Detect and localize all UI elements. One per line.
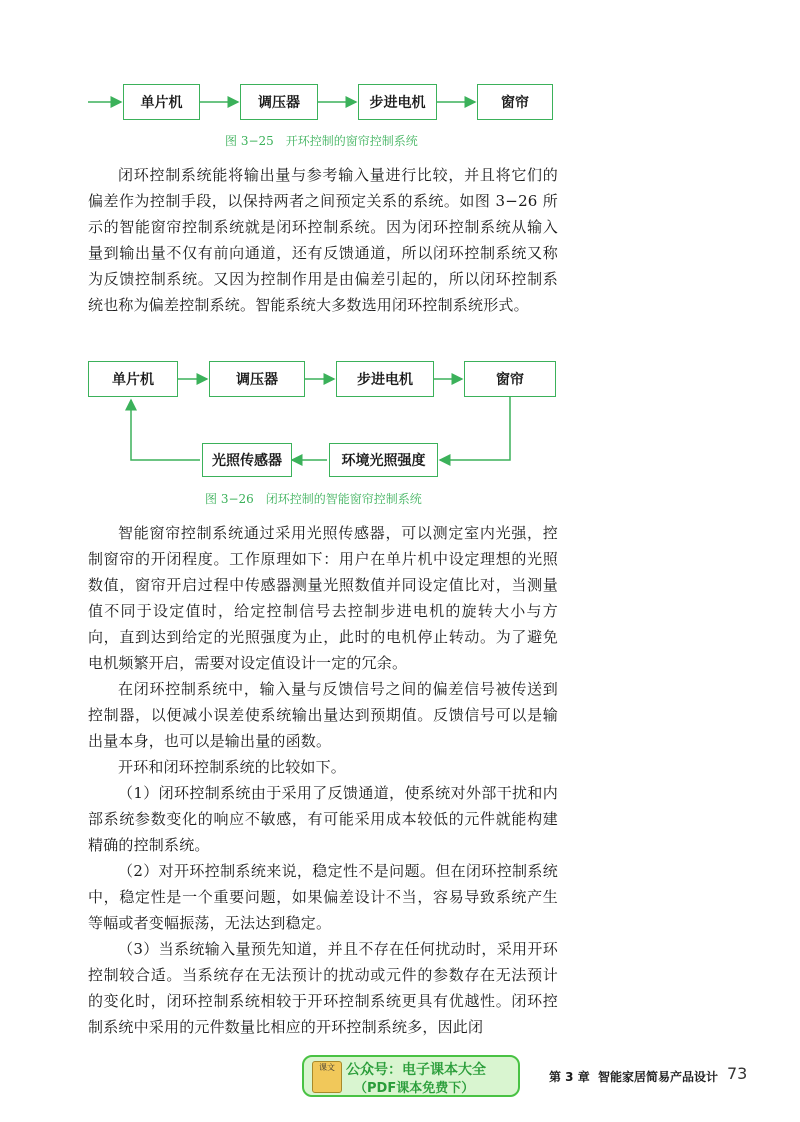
fig25-box-curtain: 窗帘 [477, 84, 553, 120]
fig26-feedback-arrow-1 [440, 397, 510, 460]
fig26-feedback-arrow-3 [131, 400, 200, 460]
fig25-box-mcu: 单片机 [123, 84, 200, 120]
fig26-box-ambient-light: 环境光照强度 [329, 443, 438, 477]
fig26-box-curtain: 窗帘 [464, 361, 556, 397]
fig26-box-light-sensor: 光照传感器 [202, 443, 292, 477]
paragraph-7: （3）当系统输入量预先知道，并且不存在任何扰动时，采用开环控制较合适。当系统存在无法预计的扰动或元件的参数存在无法预计的变化时，闭环控制系统相较于开环控制系统更具有优越性。闭环控制系统中采用的元件数量比相应的开环控制系统多，因此闭 [88, 940, 558, 1036]
page-number: 73 [727, 1064, 748, 1083]
paragraph-1: 闭环控制系统能将输出量与参考输入量进行比较，并且将它们的偏差作为控制手段，以保持两者之间预定关系的系统。如图 3−26 所示的智能窗帘控制系统就是闭环控制系统。因为闭环控制系统从输入量到输出量不仅有前向通道，还有反馈通道，所以闭环控制系统又称为反馈控制系统。又因为控制作用是由偏差引起的，所以闭环控制系统也称为偏差控制系统。智能系统大多数选用闭环控制系统形式。 [88, 166, 558, 314]
paragraph-5: （1）闭环控制系统由于采用了反馈通道，使系统对外部干扰和内部系统参数变化的响应不敏感，有可能采用成本较低的元件就能构建精确的控制系统。 [88, 784, 558, 854]
badge-line-1: 公众号：电子课本大全 [346, 1062, 486, 1078]
book-icon-label: 课文 [319, 1063, 335, 1072]
fig26-box-regulator: 调压器 [209, 361, 305, 397]
book-icon [312, 1061, 342, 1093]
fig26-caption: 图 3−26 闭环控制的智能窗帘控制系统 [205, 492, 422, 506]
promo-badge [302, 1055, 520, 1097]
fig26-box-mcu: 单片机 [88, 361, 178, 397]
fig26-box-stepper: 步进电机 [336, 361, 434, 397]
fig25-caption: 图 3−25 开环控制的窗帘控制系统 [225, 134, 418, 148]
paragraph-4: 开环和闭环控制系统的比较如下。 [118, 758, 347, 776]
paragraph-2: 智能窗帘控制系统通过采用光照传感器，可以测定室内光强，控制窗帘的开闭程度。工作原理如下：用户在单片机中设定理想的光照数值，窗帘开启过程中传感器测量光照数值并同设定值比对，当测量值不同于设定值时，给定控制信号去控制步进电机的旋转大小与方向，直到达到给定的光照强度为止，此时的电机停止转动。为了避免电机频繁开启，需要对设定值设计一定的冗余。 [88, 524, 558, 672]
footer-title: 智能家居简易产品设计 [598, 1070, 719, 1084]
fig25-box-stepper: 步进电机 [358, 84, 437, 120]
paragraph-6: （2）对开环控制系统来说，稳定性不是问题。但在闭环控制系统中，稳定性是一个重要问题，如果偏差设计不当，容易导致系统产生等幅或者变幅振荡，无法达到稳定。 [88, 862, 558, 932]
footer-chapter: 第 3 章 [549, 1070, 590, 1084]
paragraph-3: 在闭环控制系统中，输入量与反馈信号之间的偏差信号被传送到控制器，以便减小误差使系统输出量达到预期值。反馈信号可以是输出量本身，也可以是输出量的函数。 [88, 680, 558, 750]
badge-line-2: （PDF课本免费下） [354, 1081, 475, 1096]
fig25-box-regulator: 调压器 [240, 84, 318, 120]
